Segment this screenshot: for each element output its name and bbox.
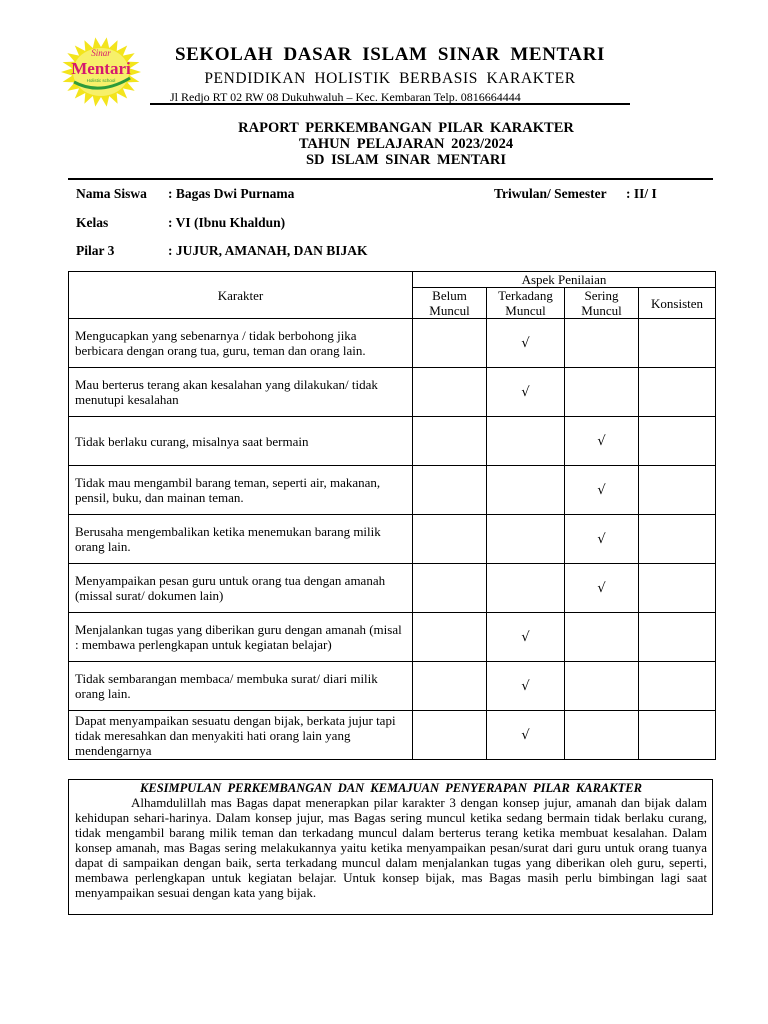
empty-cell [639,466,716,515]
empty-cell [639,662,716,711]
empty-cell [413,613,487,662]
check-mark: √ [487,368,565,417]
empty-cell [565,319,639,368]
table-row [69,711,716,760]
header-sering-muncul: Sering Muncul [565,288,639,319]
term-value: : II/ I [626,186,657,201]
check-mark: √ [565,417,639,466]
header-karakter: Karakter [69,272,413,319]
assessment-table [68,271,716,760]
table-row [69,466,716,515]
check-mark: √ [565,515,639,564]
class-value: : VI (Ibnu Khaldun) [168,215,286,230]
table-row [69,564,716,613]
empty-cell [413,417,487,466]
empty-cell [565,662,639,711]
empty-cell [413,662,487,711]
karakter-text: Dapat menyampaikan sesuatu dengan bijak, berkata jujur tapi tidak meresahkan dan menyakiti hati orang lain yang mendengarnya [69,711,413,760]
empty-cell [639,564,716,613]
term-label: Triwulan/ Semester [494,186,607,201]
empty-cell [413,711,487,760]
empty-cell [565,368,639,417]
empty-cell [639,613,716,662]
karakter-text: Tidak berlaku curang, misalnya saat bermain [69,417,413,466]
table-row [69,319,716,368]
check-mark: √ [487,319,565,368]
logo-text-tag: Holistic school [86,78,116,83]
empty-cell [413,319,487,368]
summary-box [68,779,713,915]
karakter-text: Tidak sembarangan membaca/ membuka surat/ diari milik orang lain. [69,662,413,711]
pillar-value: : JUJUR, AMANAH, DAN BIJAK [168,243,368,258]
header-divider [150,103,630,105]
empty-cell [487,417,565,466]
empty-cell [413,466,487,515]
table-row [69,613,716,662]
check-mark: √ [565,564,639,613]
report-school: SD ISLAM SINAR MENTARI [305,152,507,168]
student-name-value: : Bagas Dwi Purnama [168,186,295,201]
karakter-text: Berusaha mengembalikan ketika menemukan barang milik orang lain. [69,515,413,564]
check-mark: √ [487,711,565,760]
empty-cell [413,564,487,613]
empty-cell [487,466,565,515]
karakter-text: Menyampaikan pesan guru untuk orang tua dengan amanah (missal surat/ dokumen lain) [69,564,413,613]
empty-cell [565,711,639,760]
check-mark: √ [487,613,565,662]
karakter-text: Mau berterus terang akan kesalahan yang dilakukan/ tidak menutupi kesalahan [69,368,413,417]
header-belum-muncul: Belum Muncul [413,288,487,319]
logo-text-top: Sinar [91,48,111,58]
logo-text-main: Mentari [71,59,131,78]
karakter-text: Tidak mau mengambil barang teman, seperti air, makanan, pensil, buku, dan mainan teman. [69,466,413,515]
summary-title: KESIMPULAN PERKEMBANGAN DAN KEMAJUAN PENYERAPAN PILAR KARAKTER [140,781,642,795]
empty-cell [487,515,565,564]
table-row [69,515,716,564]
check-mark: √ [487,662,565,711]
check-mark: √ [565,466,639,515]
report-title: RAPORT PERKEMBANGAN PILAR KARAKTER [238,120,574,136]
empty-cell [639,711,716,760]
student-name-label: Nama Siswa [76,186,147,201]
empty-cell [413,368,487,417]
empty-cell [639,368,716,417]
header-konsisten: Konsisten [639,288,716,319]
pillar-label: Pilar 3 [76,243,115,258]
empty-cell [639,319,716,368]
header-aspek-penilaian: Aspek Penilaian [413,272,716,288]
school-name: SEKOLAH DASAR ISLAM SINAR MENTARI [174,44,606,65]
karakter-text: Mengucapkan yang sebenarnya / tidak berbohong jika berbicara dengan orang tua, guru, teman dan orang lain. [69,319,413,368]
empty-cell [487,564,565,613]
class-label: Kelas [76,215,109,230]
header-terkadang-muncul: Terkadang Muncul [487,288,565,319]
table-row [69,417,716,466]
empty-cell [639,417,716,466]
school-address: Jl Redjo RT 02 RW 08 Dukuhwaluh – Kec. Kembaran Telp. 0816664444 [170,90,521,104]
school-tagline: PENDIDIKAN HOLISTIK BERBASIS KARAKTER [204,70,576,87]
empty-cell [565,613,639,662]
report-academic-year: TAHUN PELAJARAN 2023/2024 [298,136,514,152]
table-row [69,662,716,711]
table-row [69,368,716,417]
karakter-text: Menjalankan tugas yang diberikan guru dengan amanah (misal : membawa perlengkapan untuk kegiatan belajar) [69,613,413,662]
empty-cell [413,515,487,564]
school-logo [60,36,142,108]
title-divider [68,178,713,180]
empty-cell [639,515,716,564]
summary-body: Alhamdulillah mas Bagas dapat menerapkan pilar karakter 3 dengan konsep jujur, amanah dan bijak dalam kehidupan sehari-harinya. Dalam konsep jujur, mas Bagas sering muncul ketika sedang bermain tidak berlaku curang, tidak mengambil barang milik teman dan terkadang muncul dalam berterus terang ketika membuat kesalahan. Dalam konsep amanah, mas Bagas sering melakukannya yaitu ketika menyampaikan pesan/surat dari guru untuk orang tuanya dapat di sampaikan dengan baik, serta terkadang muncul dalam menjalankan tugas yang diberikan oleh guru, seperti, membawa perlengkapan untuk kegiatan belajar. Untuk konsep bijak, mas Bagas masih perlu bimbingan lagi saat menyampaikan sesuai dengan kata yang bijak. [75,795,707,900]
